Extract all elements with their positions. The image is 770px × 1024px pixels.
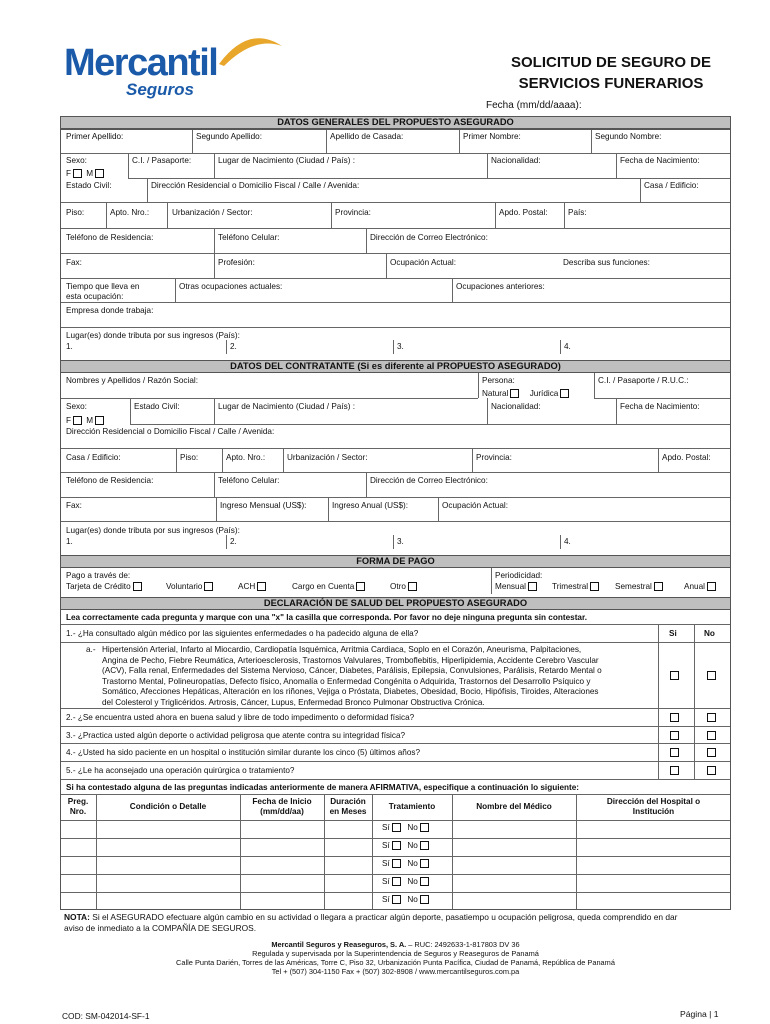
tributa-2-field[interactable]: 2. [230, 342, 237, 351]
col-preg: Preg. Nro. [67, 797, 89, 816]
c-estado-civil-field[interactable]: Estado Civil: [134, 402, 180, 411]
c-tributa-3-field[interactable]: 3. [397, 537, 404, 546]
ingreso-anual-field[interactable]: Ingreso Anual (US$): [332, 501, 409, 510]
c-nacionalidad-field[interactable]: Nacionalidad: [491, 402, 541, 411]
tributa-4-field[interactable]: 4. [564, 342, 571, 351]
pregunta-3: 3.- ¿Practica usted algún deporte o actividad peligrosa que atente contra su integridad física? [66, 731, 406, 740]
apto-field[interactable]: Apto. Nro.: [110, 208, 150, 217]
footer-contacto: Tel + (507) 304-1150 Fax + (507) 302-8908 / www.mercantilseguros.com.pa [271, 967, 520, 976]
c-tributa-4-field[interactable]: 4. [564, 537, 571, 546]
col-duracion: Duración en Meses [329, 797, 367, 816]
no-header: No [704, 629, 715, 638]
contratante-ci-field[interactable]: C.I. / Pasaporte / R.U.C.: [598, 376, 689, 385]
c-lugares-label: Lugar(es) donde tributa por sus ingresos (País): [66, 526, 240, 535]
ingreso-mensual-field[interactable]: Ingreso Mensual (US$): [220, 501, 307, 510]
persona-label: Persona: [482, 376, 515, 385]
q3-si-checkbox[interactable] [670, 731, 679, 740]
si-header: Si [669, 629, 677, 638]
q4-no-checkbox[interactable] [707, 748, 716, 757]
empresa-field[interactable]: Empresa donde trabaja: [66, 306, 154, 315]
otro-checkbox[interactable] [408, 582, 417, 591]
c-fax-field[interactable]: Fax: [66, 501, 82, 510]
trat-no-checkbox[interactable] [420, 877, 429, 886]
fecha-nac-field[interactable]: Fecha de Nacimiento: [620, 156, 700, 165]
c-tel-res-field[interactable]: Teléfono de Residencia: [66, 476, 154, 485]
lugar-nac-field[interactable]: Lugar de Nacimiento (Ciudad / País) : [218, 156, 355, 165]
section2-header: DATOS DEL CONTRATANTE (Si es diferente al PROPUESTO ASEGURADO) [60, 360, 731, 373]
c-tributa-1-field[interactable]: 1. [66, 537, 73, 546]
funciones-field[interactable]: Describa sus funciones: [563, 258, 650, 267]
c-tel-cel-field[interactable]: Teléfono Celular: [218, 476, 280, 485]
col-hospital: Dirección del Hospital o Institución [606, 797, 701, 816]
estado-civil-field[interactable]: Estado Civil: [66, 181, 112, 190]
nota: NOTA: Si el ASEGURADO efectuare algún cambio en su actividad o llegara a practicar algún deporte, pasatiempo u ocupación peligrosa, queda comprendido en dar aviso de inmediato a la COMPAÑÍA DE SEGUROS. [64, 912, 678, 933]
q2-si-checkbox[interactable] [670, 713, 679, 722]
form-title: SOLICITUD DE SEGURO DE SERVICIOS FUNERARIOS [510, 54, 712, 92]
fecha-field[interactable]: Fecha (mm/dd/aaaa): [486, 100, 582, 111]
form-border [60, 129, 731, 910]
urb-field[interactable]: Urbanización / Sector: [172, 208, 253, 217]
c-urb-field[interactable]: Urbanización / Sector: [287, 453, 368, 462]
ocup-anteriores-field[interactable]: Ocupaciones anteriores: [456, 282, 545, 291]
c-ocupacion-field[interactable]: Ocupación Actual: [442, 501, 508, 510]
q3-no-checkbox[interactable] [707, 731, 716, 740]
ci-field[interactable]: C.I. / Pasaporte: [132, 156, 192, 165]
c-provincia-field[interactable]: Provincia: [476, 453, 512, 462]
mercantil-logo [64, 38, 234, 108]
sexo-label: Sexo: [66, 156, 87, 165]
periodicidad-label: Periodicidad: [495, 571, 543, 580]
otras-ocupaciones-field[interactable]: Otras ocupaciones actuales: [179, 282, 283, 291]
pregunta-1: 1.- ¿Ha consultado algún médico por las siguientes enfermedades o ha padecido alguna de ella? [66, 629, 419, 638]
tiempo-field[interactable]: Tiempo que lleva en esta ocupación: [66, 282, 140, 301]
c-lugar-nac-field[interactable]: Lugar de Nacimiento (Ciudad / País) : [218, 402, 355, 411]
q4-si-checkbox[interactable] [670, 748, 679, 757]
footer-company: Mercantil Seguros y Reaseguros, S. A. – RUC: 2492633-1-817803 DV 36 [271, 940, 520, 949]
footer-direccion: Calle Punta Darién, Torres de las Américas, Torre C, Piso 32, Urbanización Punta Pacífica, Ciudad de Panamá, República de Panamá [176, 958, 615, 967]
trat-no-checkbox[interactable] [420, 859, 429, 868]
segundo-nombre-field[interactable]: Segundo Nombre: [595, 132, 662, 141]
trat-no-checkbox[interactable] [420, 895, 429, 904]
tel-cel-field[interactable]: Teléfono Celular: [218, 233, 280, 242]
c-apto-field[interactable]: Apto. Nro.: [226, 453, 266, 462]
contratante-nombres-field[interactable]: Nombres y Apellidos / Razón Social: [66, 376, 198, 385]
direccion-field[interactable]: Dirección Residencial o Domicilio Fiscal / Calle / Avenida: [151, 181, 360, 190]
apellido-casada-field[interactable]: Apellido de Casada: [330, 132, 404, 141]
q2-no-checkbox[interactable] [707, 713, 716, 722]
fax-field[interactable]: Fax: [66, 258, 82, 267]
footer-pagina: Página | 1 [680, 1009, 719, 1019]
q1a-si-checkbox[interactable] [670, 671, 679, 680]
apdo-field[interactable]: Apdo. Postal: [499, 208, 548, 217]
logo-swoosh-icon [214, 34, 284, 74]
q5-no-checkbox[interactable] [707, 766, 716, 775]
pregunta-1a: Hipertensión Arterial, Infarto al Miocardio, Cardiopatía Isquémica, Arritmia Cardiaca, Soplo en el Corazón, Aneurisma, Palpitaciones, Angina de Pecho, Fiebre Reumática, Arterioesclerosis, Trastornos Valvulares, Tromboflebitis, Hiperlipidemia, Accidente Cerebro Vascular (ACV), Falla renal, Enfermedades del Sistema Nervioso, Cáncer, Diabetes, Parálisis, Epilepsia, Convulsiones, Parálisis, Retardo Mental o Trastorno Mental, Polineuropatías, Defecto físico, Anomalía o Enfermedad Congénita o Adquirida, Trastornos del Desarrollo Psíquico y Somático, Afecciones Hepáticas, Alteración en los riñones, Vejiga o Próstata, Diabetes, Obesidad, Bocio, Hipófisis, Tiroides, Alteraciones del Colesterol y Triglicéridos. Artrosis, Cáncer, Lupus, Enfermedad Bronco Pulmonar Obstructiva Crónica. [102, 645, 602, 707]
cargo-checkbox[interactable] [356, 582, 365, 591]
voluntario-checkbox[interactable] [204, 582, 213, 591]
trat-si-checkbox[interactable] [392, 823, 401, 832]
afirmativa-instr: Si ha contestado alguna de las preguntas indicadas anteriormente de manera AFIRMATIVA, especifique a continuación lo siguiente: [66, 783, 580, 792]
semestral-checkbox[interactable] [654, 582, 663, 591]
tributa-1-field[interactable]: 1. [66, 342, 73, 351]
brand-name: Mercantil [64, 42, 218, 84]
c-apdo-field[interactable]: Apdo. Postal: [662, 453, 711, 462]
q1a-no-checkbox[interactable] [707, 671, 716, 680]
pregunta-4: 4.- ¿Usted ha sido paciente en un hospital o institución similar durante los cinco (5) últimos años? [66, 748, 421, 757]
primer-apellido-field[interactable]: Primer Apellido: [66, 132, 124, 141]
sexo-m-checkbox[interactable] [95, 169, 104, 178]
q5-si-checkbox[interactable] [670, 766, 679, 775]
primer-nombre-field[interactable]: Primer Nombre: [463, 132, 521, 141]
col-fecha: Fecha de Inicio (mm/dd/aa) [252, 797, 312, 816]
juridica-checkbox[interactable] [560, 389, 569, 398]
trat-si-checkbox[interactable] [392, 895, 401, 904]
trimestral-checkbox[interactable] [590, 582, 599, 591]
tributa-3-field[interactable]: 3. [397, 342, 404, 351]
natural-checkbox[interactable] [510, 389, 519, 398]
lugares-label: Lugar(es) donde tributa por sus ingresos (País): [66, 331, 240, 340]
instrucciones: Lea correctamente cada pregunta y marque con una "x" la casilla que corresponda. Por favor no deje ninguna pregunta sin contestar. [66, 613, 587, 622]
sexo-f-checkbox[interactable] [73, 169, 82, 178]
trat-si-checkbox[interactable] [392, 841, 401, 850]
pago-label: Pago a través de: [66, 571, 131, 580]
trat-no-checkbox[interactable] [420, 841, 429, 850]
profesion-field[interactable]: Profesión: [218, 258, 255, 267]
pais-field[interactable]: País: [568, 208, 587, 217]
col-medico: Nombre del Médico [476, 802, 552, 811]
piso-field[interactable]: Piso: [66, 208, 85, 217]
footer-regulada: Regulada y supervisada por la Superintendencia de Seguros y Reaseguros de Panamá [252, 949, 539, 958]
nacionalidad-field[interactable]: Nacionalidad: [491, 156, 541, 165]
c-piso-field[interactable]: Piso: [180, 453, 199, 462]
c-sexo-m-checkbox[interactable] [95, 416, 104, 425]
trat-no-checkbox[interactable] [420, 823, 429, 832]
provincia-field[interactable]: Provincia: [335, 208, 371, 217]
ach-checkbox[interactable] [257, 582, 266, 591]
c-sexo-label: Sexo: [66, 402, 87, 411]
pregunta-5: 5.- ¿Le ha aconsejado una operación quirúrgica o tratamiento? [66, 766, 295, 775]
section3-header: FORMA DE PAGO [60, 555, 731, 568]
pregunta-2: 2.- ¿Se encuentra usted ahora en buena salud y libre de todo impedimento o deformidad física? [66, 713, 415, 722]
c-fecha-nac-field[interactable]: Fecha de Nacimiento: [620, 402, 700, 411]
pregunta-1a-label: a.- [86, 645, 96, 654]
c-tributa-2-field[interactable]: 2. [230, 537, 237, 546]
section4-header: DECLARACIÓN DE SALUD DEL PROPUESTO ASEGURADO [60, 597, 731, 610]
footer-cod: COD: SM-042014-SF-1 [62, 1011, 150, 1021]
c-correo-field[interactable]: Dirección de Correo Electrónico: [370, 476, 488, 485]
casa-field[interactable]: Casa / Edificio: [644, 181, 699, 190]
c-direccion-field[interactable]: Dirección Residencial o Domicilio Fiscal / Calle / Avenida: [66, 427, 275, 436]
tarjeta-checkbox[interactable] [133, 582, 142, 591]
brand-sub: Seguros [126, 80, 195, 99]
col-tratamiento: Tratamiento [388, 802, 436, 811]
ocup-actual-field[interactable]: Ocupación Actual: [390, 258, 456, 267]
anual-checkbox[interactable] [707, 582, 716, 591]
tel-res-field[interactable]: Teléfono de Residencia: [66, 233, 154, 242]
segundo-apellido-field[interactable]: Segundo Apellido: [196, 132, 263, 141]
correo-field[interactable]: Dirección de Correo Electrónico: [370, 233, 488, 242]
section1-header: DATOS GENERALES DEL PROPUESTO ASEGURADO [60, 116, 731, 129]
c-sexo-f-checkbox[interactable] [73, 416, 82, 425]
trat-si-checkbox[interactable] [392, 859, 401, 868]
mensual-checkbox[interactable] [528, 582, 537, 591]
trat-si-checkbox[interactable] [392, 877, 401, 886]
c-casa-field[interactable]: Casa / Edificio: [66, 453, 121, 462]
col-condicion: Condición o Detalle [129, 802, 207, 811]
